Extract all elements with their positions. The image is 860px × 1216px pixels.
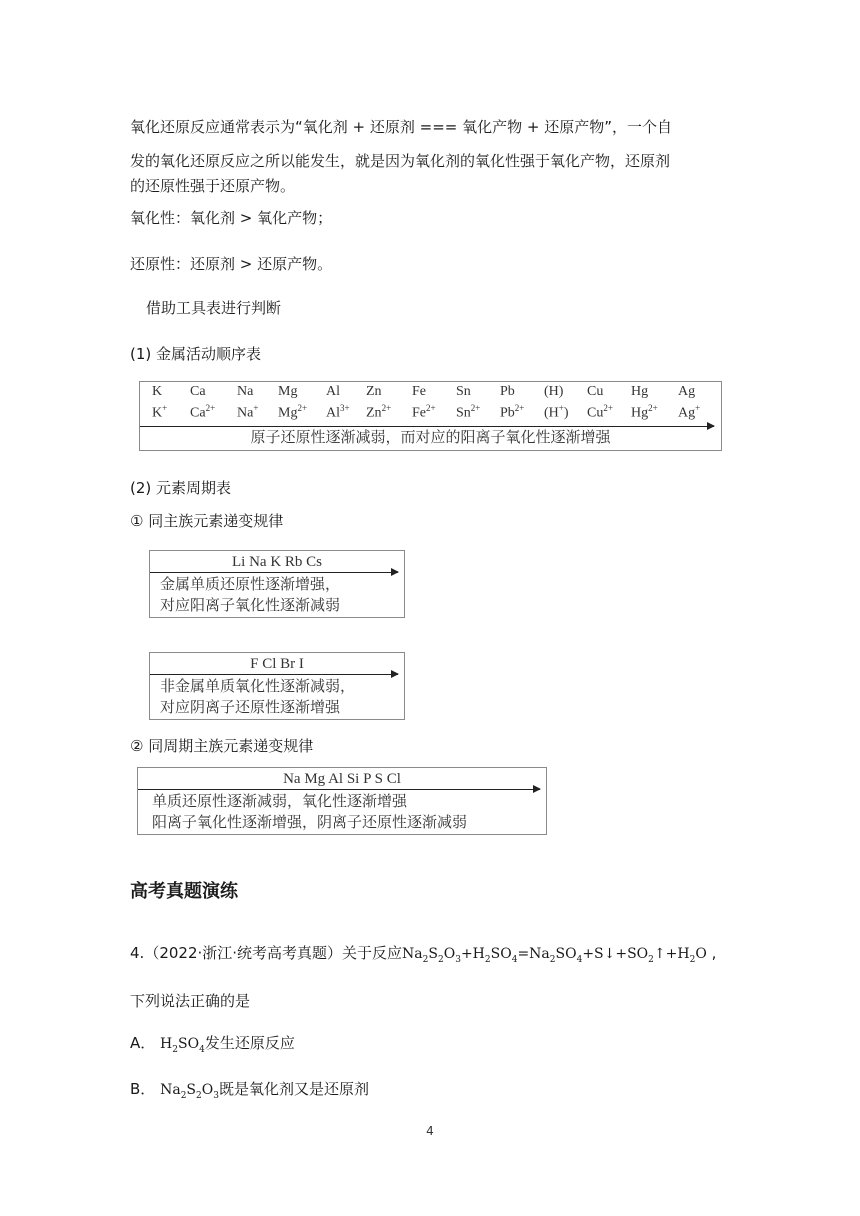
ion-symbol: Ag+ — [678, 403, 701, 421]
group-metals-elements: Li Na K Rb Cs — [232, 554, 322, 570]
intro-line-3: 的还原性强于还原产物。 — [130, 177, 296, 195]
option-a-formula: $H_2SO_4$ — [160, 1036, 205, 1055]
oxidizing-rule: 氧化性：氧化剂 > 氧化产物； — [130, 209, 333, 227]
arrow-icon — [138, 789, 540, 790]
group-halogens-table — [149, 652, 405, 720]
period-line-1: 单质还原性逐渐减弱，氧化性逐渐增强 — [152, 794, 408, 810]
arrow-icon — [150, 674, 398, 675]
period-table — [137, 767, 547, 835]
question-continuation: 下列说法正确的是 — [130, 992, 251, 1010]
item-same-group: ① 同主族元素递变规律 — [130, 512, 284, 530]
question-source: （2022·浙江·统考高考真题） — [144, 944, 343, 962]
section-heading: 高考真题演练 — [130, 881, 238, 902]
metal-symbol: Ca — [190, 384, 206, 399]
reaction-equation: $Na_2S_2O_3+H_2SO_4=Na_2SO_4+S↓+SO_2↑+H_2O$ — [402, 946, 707, 965]
ion-symbol: (H+) — [544, 403, 569, 421]
metal-symbol: (H) — [544, 384, 564, 399]
metal-symbol: Cu — [587, 384, 604, 399]
option-b-formula: $Na_2S_2O_3$ — [160, 1082, 219, 1101]
ion-symbol: $Ca^{2+}$ — [190, 403, 216, 421]
metal-symbol: Zn — [366, 384, 382, 399]
option-b-text: 既是氧化剂又是还原剂 — [218, 1080, 369, 1098]
ion-symbol: $Mg^{2+}$ — [278, 403, 308, 421]
question-number: 4. — [130, 944, 145, 962]
metal-symbol: Ag — [678, 384, 696, 399]
tool-table-heading: 借助工具表进行判断 — [146, 299, 282, 317]
item-same-period: ② 同周期主族元素递变规律 — [130, 737, 314, 755]
metal-symbol: Al — [326, 384, 340, 399]
option-b[interactable] — [130, 1076, 369, 1110]
ion-symbol: $Hg^{2+}$ — [631, 403, 658, 421]
period-line-2: 阳离子氧化性逐渐增强，阴离子还原性逐渐减弱 — [152, 815, 468, 831]
group-halogens-elements: F Cl Br I — [250, 656, 304, 672]
option-b-label: B． — [130, 1080, 156, 1098]
activity-series-caption: 原子还原性逐渐减弱，而对应的阳离子氧化性逐渐增强 — [250, 430, 611, 446]
ion-symbol: $Zn^{2+}$ — [366, 403, 392, 421]
group-halogens-line-2: 对应阴离子还原性逐渐增强 — [160, 700, 341, 716]
arrow-icon — [150, 572, 398, 573]
page-number: 4 — [426, 1124, 434, 1138]
group-metals-line-2: 对应阳离子氧化性逐渐减弱 — [160, 598, 341, 614]
metal-symbol: Pb — [500, 384, 515, 399]
ion-symbol: $Sn^{2+}$ — [456, 403, 481, 421]
ion-symbol: $Fe^{2+}$ — [412, 403, 436, 421]
activity-series-table — [139, 381, 722, 451]
period-elements: Na Mg Al Si P S Cl — [283, 771, 401, 787]
item-activity-series: (1) 金属活动顺序表 — [130, 345, 262, 363]
group-metals-line-1: 金属单质还原性逐渐增强， — [160, 577, 341, 593]
option-a[interactable] — [130, 1030, 295, 1064]
ion-symbol: $Al^{3+}$ — [326, 403, 350, 421]
item-periodic-table: (2) 元素周期表 — [130, 479, 232, 497]
option-a-label: A． — [130, 1034, 156, 1052]
option-a-text: 发生还原反应 — [204, 1034, 295, 1052]
metal-symbol: Mg — [278, 384, 298, 399]
group-halogens-line-1: 非金属单质氧化性逐渐减弱， — [160, 679, 356, 695]
ion-symbol: Na+ — [237, 403, 259, 421]
metal-symbol: Hg — [631, 384, 649, 399]
ion-symbol: K+ — [152, 403, 168, 421]
ion-symbol: $Cu^{2+}$ — [587, 403, 613, 421]
question-lead: 关于反应 — [342, 944, 403, 962]
reducing-rule: 还原性：还原剂 > 还原产物。 — [130, 255, 333, 273]
metal-symbol: Sn — [456, 384, 471, 399]
intro-line-1: 氧化还原反应通常表示为“氧化剂 + 还原剂 === 氧化产物 + 还原产物”，一个自 — [130, 118, 672, 136]
metal-symbol: Na — [237, 384, 254, 399]
group-metals-table — [149, 550, 405, 618]
question-stem: 4.（2022·浙江·统考高考真题）关于反应$Na_2S_2O_3+H_2SO_4=Na_2SO_4+S↓+SO_2↑+H_2O$ , — [130, 944, 717, 965]
arrow-icon — [140, 426, 714, 427]
intro-line-2: 发的氧化还原反应之所以能发生，就是因为氧化剂的氧化性强于氧化产物，还原剂 — [130, 152, 671, 170]
metal-symbol: Fe — [412, 384, 426, 399]
ion-symbol: $Pb^{2+}$ — [500, 403, 525, 421]
metal-symbol: K — [152, 384, 163, 399]
